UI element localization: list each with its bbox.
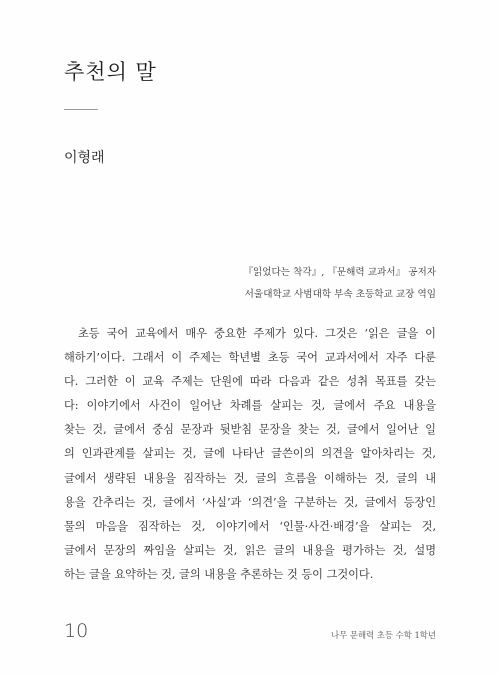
page-title: 추천의 말 bbox=[64, 60, 157, 84]
page-number: 10 bbox=[64, 620, 89, 642]
body-line: 찾는 것, 글에서 중심 문장과 뒷받침 문장을 찾는 것, 글에서 일어난 일 bbox=[64, 423, 436, 437]
body-line: 물의 마음을 짐작하는 것, 이야기에서 ‘인물·사건·배경’을 살피는 것, bbox=[64, 519, 436, 533]
body-line: 하는 글을 요약하는 것, 글의 내용을 추론하는 것 등이 그것이다. bbox=[64, 567, 374, 581]
affiliation-line-books: 『읽었다는 착각』, 『문해력 교과서』 공저자 bbox=[243, 267, 436, 278]
body-line: 글에서 문장의 짜임을 살피는 것, 읽은 글의 내용을 평가하는 것, 설명 bbox=[64, 543, 436, 557]
body-line: 다: 이야기에서 사건이 일어난 차례를 살피는 것, 글에서 주요 내용을 bbox=[64, 399, 436, 413]
author-affiliation bbox=[243, 262, 436, 306]
body-line: 다. 그러한 이 교육 주제는 단원에 따라 다음과 같은 성취 목표를 갖는 bbox=[64, 375, 436, 389]
body-line: 해하기’이다. 그래서 이 주제는 학년별 초등 국어 교과서에서 자주 다룬 bbox=[64, 351, 436, 365]
author-name: 이형래 bbox=[64, 150, 105, 166]
body-paragraph bbox=[64, 322, 436, 587]
running-footer: 나무 문해력 초등 수학 1학년 bbox=[331, 630, 436, 640]
title-divider bbox=[64, 109, 98, 110]
body-line: 의 인과관계를 살피는 것, 글에 나타난 글쓴이의 의견을 알아차리는 것, bbox=[64, 447, 436, 461]
body-line: 초등 국어 교육에서 매우 중요한 주제가 있다. 그것은 ‘읽은 글을 이 bbox=[78, 327, 436, 340]
body-line: 글에서 생략된 내용을 짐작하는 것, 글의 흐름을 이해하는 것, 글의 내 bbox=[64, 471, 436, 485]
affiliation-line-position: 서울대학교 사범대학 부속 초등학교 교장 역임 bbox=[244, 289, 436, 300]
body-line: 용을 간추리는 것, 글에서 ‘사실’과 ‘의견’을 구분하는 것, 글에서 등장인 bbox=[64, 495, 436, 509]
